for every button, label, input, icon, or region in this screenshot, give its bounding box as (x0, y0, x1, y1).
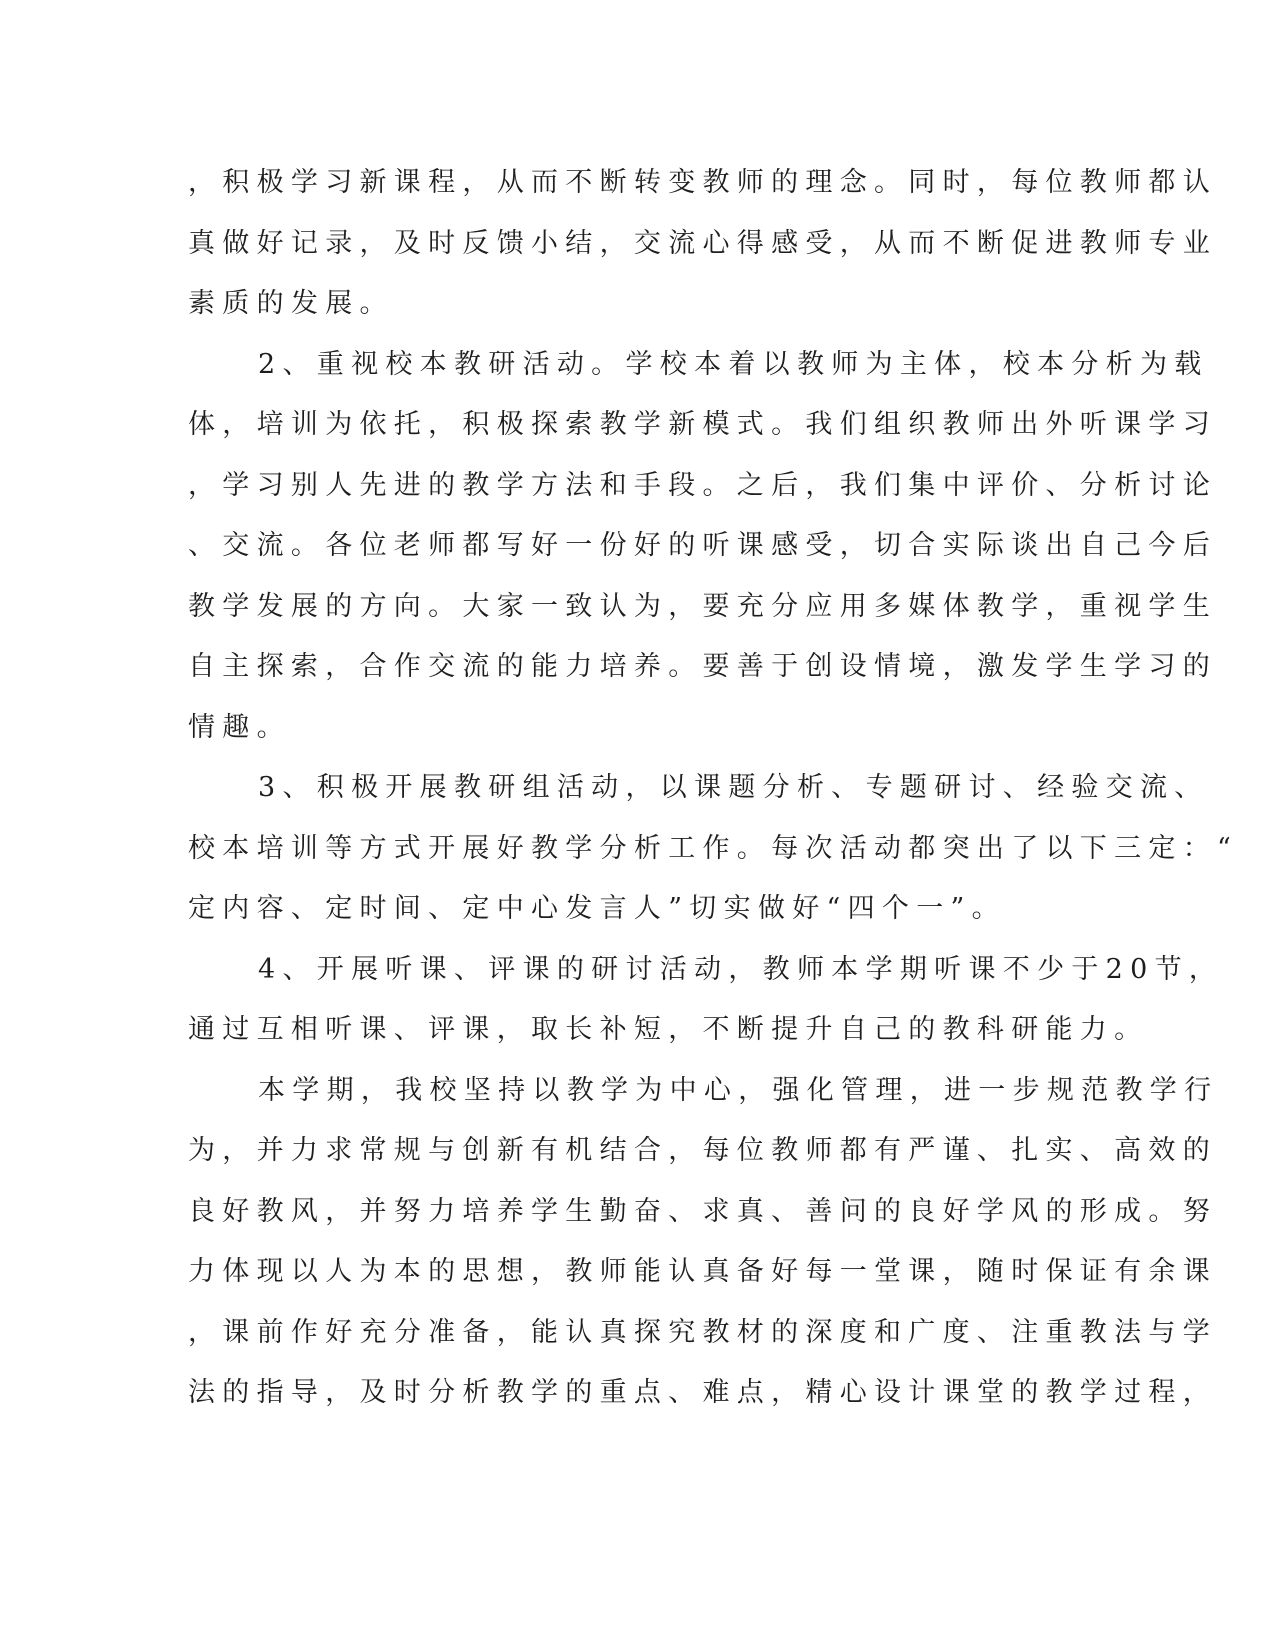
text-line: 3、积极开展教研组活动，以课题分析、专题研讨、经验交流、 (258, 772, 1209, 803)
text-line: 法的指导，及时分析教学的重点、难点，精心设计课堂的教学过程， (188, 1377, 1217, 1408)
text-line: 通过互相听课、评课，取长补短，不断提升自己的教科研能力。 (188, 1014, 1149, 1045)
text-line: 教学发展的方向。大家一致认为，要充分应用多媒体教学，重视学生 (188, 590, 1217, 622)
paragraph-3 (188, 771, 1239, 953)
text-line: 2、重视校本教研活动。学校本着以教师为主体，校本分析为载 (258, 348, 1209, 380)
text-line: 本学期，我校坚持以教学为中心，强化管理，进一步规范教学行 (258, 1074, 1219, 1106)
text-line: 情趣。 (188, 711, 291, 743)
text-line: 4、开展听课、评课的研讨活动，教师本学期听课不少于20节， (258, 953, 1224, 985)
text-line: 定内容、定时间、定中心发言人”切实做好“四个一”。 (188, 893, 1006, 924)
paragraph-5 (188, 1074, 1219, 1437)
text-line: ，课前作好充分准备，能认真探究教材的深度和广度、注重教法与学 (188, 1316, 1217, 1348)
paragraph-4 (188, 953, 1224, 1074)
text-line: 体，培训为依托，积极探索教学新模式。我们组织教师出外听课学习 (188, 409, 1217, 440)
document-body (188, 166, 1239, 1437)
text-line: 力体现以人为本的思想，教师能认真备好每一堂课，随时保证有余课 (188, 1256, 1217, 1287)
text-line: 校本培训等方式开展好教学分析工作。每次活动都突出了以下三定：“ (188, 832, 1239, 864)
paragraph-1 (188, 166, 1217, 348)
text-line: 为，并力求常规与创新有机结合，每位教师都有严谨、扎实、高效的 (188, 1135, 1217, 1166)
text-line: 良好教风，并努力培养学生勤奋、求真、善问的良好学风的形成。努 (188, 1195, 1217, 1227)
text-line: ，积极学习新课程，从而不断转变教师的理念。同时，每位教师都认 (188, 167, 1217, 198)
text-line: 自主探索，合作交流的能力培养。要善于创设情境，激发学生学习的 (188, 651, 1217, 682)
paragraph-2 (188, 348, 1217, 772)
text-line: 素质的发展。 (188, 288, 394, 319)
text-line: ，学习别人先进的教学方法和手段。之后，我们集中评价、分析讨论 (188, 469, 1217, 501)
text-line: 真做好记录，及时反馈小结，交流心得感受，从而不断促进教师专业 (188, 227, 1217, 259)
text-line: 、交流。各位老师都写好一份好的听课感受，切合实际谈出自己今后 (188, 530, 1217, 561)
